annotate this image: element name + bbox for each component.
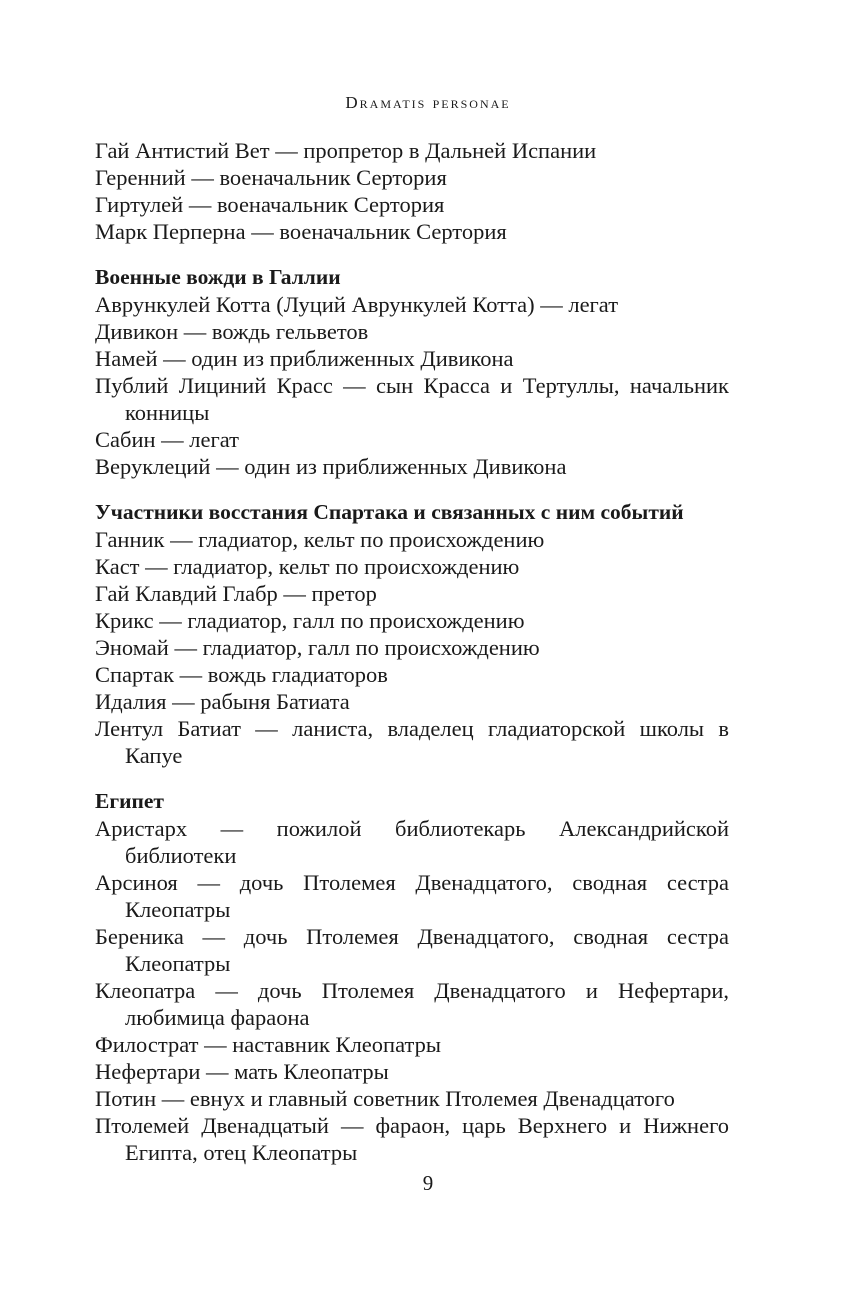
entry: Арсиноя — дочь Птолемея Двенадцатого, сводная сестра Клеопатры (95, 870, 729, 922)
entry-role: легат (189, 427, 239, 452)
entry-name: Филострат (95, 1032, 199, 1057)
entry-name: Сабин (95, 427, 156, 452)
entry: Марк Перперна — военачальник Сертория (95, 219, 507, 244)
entry: Гиртулей — военачальник Сертория (95, 192, 445, 217)
entry-name: Веруклеций (95, 454, 211, 479)
entry: Гай Клавдий Глабр — претор (95, 581, 377, 606)
section-egypt (95, 788, 729, 1166)
entry: Крикс — гладиатор, галл по происхождению (95, 608, 525, 633)
entry-name: Аврункулей Котта (Луций Аврункулей Котта) (95, 292, 535, 317)
entry-role: вождь гельветов (211, 319, 369, 344)
entry-name: Каст (95, 554, 140, 579)
entry-role: гладиатор, галл по происхождению (187, 608, 525, 633)
entry-role: дочь Птолемея Двенадцатого, сводная сестра Клеопатры (125, 870, 729, 922)
dramatis-personae-list (95, 137, 729, 1185)
entry: Ганник — гладиатор, кельт по происхождению (95, 527, 545, 552)
entry-role: мать Клеопатры (234, 1059, 389, 1084)
entry: Публий Лициний Красс — сын Красса и Тертуллы, начальник конницы (95, 373, 729, 425)
entry: Сабин — легат (95, 427, 239, 452)
section-title: Египет (95, 789, 164, 813)
entry-role: рабыня Батиата (200, 689, 350, 714)
entry-role: пожилой библиотекарь Александрийской библиотеки (125, 816, 729, 868)
entry: Веруклеций — один из приближенных Дивикона (95, 454, 567, 479)
entry-name: Крикс (95, 608, 154, 633)
entry-role: фараон, царь Верхнего и Нижнего Египта, отец Клеопатры (125, 1113, 729, 1165)
entry-role: гладиатор, кельт по происхождению (198, 527, 545, 552)
entry-role: претор (311, 581, 377, 606)
running-head: Dramatis personae (345, 93, 511, 112)
entry-role: евнух и главный советник Птолемея Двенадцатого (189, 1086, 675, 1111)
section-spartacus (95, 499, 729, 769)
section-title: Военные вожди в Галлии (95, 265, 341, 289)
section-gaul (95, 264, 729, 480)
entry-role: вождь гладиаторов (207, 662, 388, 687)
entry: Дивикон — вождь гельветов (95, 319, 369, 344)
entry-name: Нефертари (95, 1059, 201, 1084)
entry-name: Береника (95, 924, 184, 949)
entry-role: один из приближенных Дивикона (191, 346, 514, 371)
entry-name: Эномай (95, 635, 169, 660)
entry: Идалия — рабыня Батиата (95, 689, 350, 714)
entry-role: сын Красса и Тертуллы, начальник конницы (125, 373, 729, 425)
entry: Спартак — вождь гладиаторов (95, 662, 388, 687)
entry: Береника — дочь Птолемея Двенадцатого, сводная сестра Клеопатры (95, 924, 729, 976)
entry: Лентул Батиат — ланиста, владелец гладиаторской школы в Капуе (95, 716, 729, 768)
entry-name: Гиртулей (95, 192, 184, 217)
entry-name: Намей (95, 346, 158, 371)
entry: Филострат — наставник Клеопатры (95, 1032, 441, 1057)
entry-name: Птолемей Двенадцатый (95, 1113, 329, 1138)
entry-name: Аристарх (95, 816, 188, 841)
entry-role: легат (568, 292, 619, 317)
entry-role: военачальник Сертория (279, 219, 507, 244)
section-title: Участники восстания Спартака и связанных с ним событий (95, 500, 684, 524)
entry-name: Марк Перперна (95, 219, 246, 244)
entry-name: Спартак (95, 662, 175, 687)
entry: Клеопатра — дочь Птолемея Двенадцатого и Нефертари, любимица фараона (95, 978, 729, 1030)
page-number: 9 (422, 1171, 434, 1195)
entry-name: Ганник (95, 527, 165, 552)
entry: Нефертари — мать Клеопатры (95, 1059, 389, 1084)
entry-name: Публий Лициний Красс (95, 373, 333, 398)
entry: Аврункулей Котта (Луций Аврункулей Котта) — легат (95, 292, 619, 317)
entry-role: военачальник Сертория (219, 165, 447, 190)
entry-name: Потин (95, 1086, 157, 1111)
entry-role: дочь Птолемея Двенадцатого, сводная сестра Клеопатры (125, 924, 729, 976)
entry-name: Лентул Батиат (95, 716, 241, 741)
entry-role: пропретор в Дальней Испании (303, 138, 597, 163)
entry-name: Геренний (95, 165, 186, 190)
entry: Аристарх — пожилой библиотекарь Александрийской библиотеки (95, 816, 729, 868)
entry-name: Клеопатра (95, 978, 196, 1003)
entry-role: военачальник Сертория (216, 192, 445, 217)
entry: Эномай — гладиатор, галл по происхождению (95, 635, 540, 660)
entry: Каст — гладиатор, кельт по происхождению (95, 554, 520, 579)
section-hispania (95, 137, 729, 245)
entry: Намей — один из приближенных Дивикона (95, 346, 514, 371)
entry-role: дочь Птолемея Двенадцатого и Нефертари, любимица фараона (125, 978, 729, 1030)
entry-name: Дивикон (95, 319, 179, 344)
entry-role: гладиатор, кельт по происхождению (173, 554, 520, 579)
entry: Гай Антистий Вет — пропретор в Дальней Испании (95, 138, 597, 163)
entry-name: Гай Антистий Вет (95, 138, 270, 163)
entry: Геренний — военачальник Сертория (95, 165, 447, 190)
entry-name: Гай Клавдий Глабр (95, 581, 278, 606)
entry: Птолемей Двенадцатый — фараон, царь Верхнего и Нижнего Египта, отец Клеопатры (95, 1113, 729, 1165)
entry-role: гладиатор, галл по происхождению (202, 635, 540, 660)
entry-name: Арсиноя (95, 870, 178, 895)
entry: Потин — евнух и главный советник Птолемея Двенадцатого (95, 1086, 675, 1111)
entry-name: Идалия (95, 689, 167, 714)
entry-role: один из приближенных Дивикона (244, 454, 567, 479)
entry-role: наставник Клеопатры (232, 1032, 441, 1057)
entry-role: ланиста, владелец гладиаторской школы в Капуе (125, 716, 729, 768)
